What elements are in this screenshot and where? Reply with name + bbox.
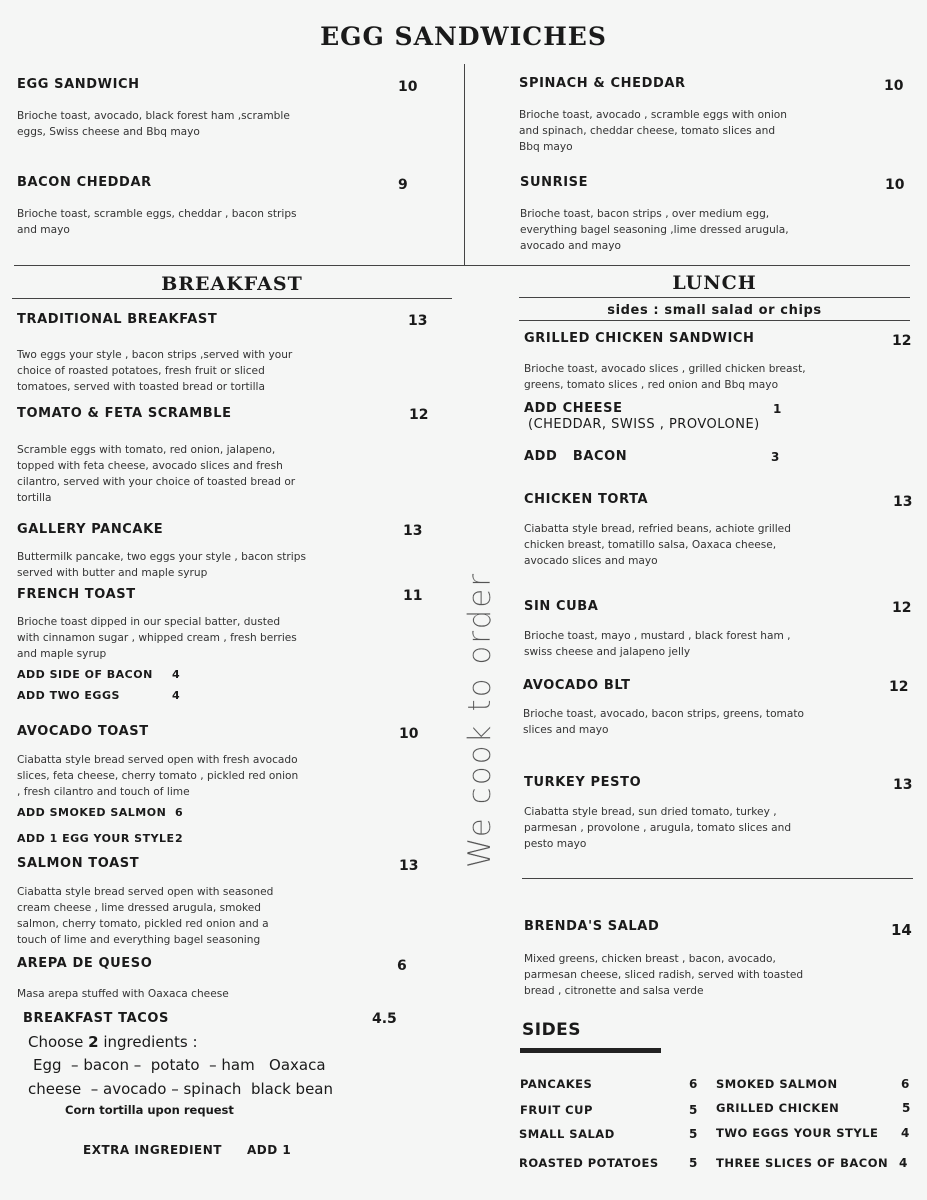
breakfast-title: BREAKFAST: [161, 273, 303, 295]
menu-item-description: Ciabatta style bread, refried beans, achiote grilled chicken breast, tomatillo salsa, Oaxaca cheese, avocado slices and mayo: [524, 523, 791, 567]
tacos-choose-prefix: Choose: [28, 1033, 89, 1051]
side-item-price: 6: [689, 1077, 698, 1091]
tacos-choose-line: [28, 1033, 198, 1051]
tacos-note: Corn tortilla upon request: [65, 1103, 234, 1117]
side-item-price: 4: [899, 1156, 908, 1170]
menu-item-name: BACON CHEDDAR: [17, 175, 152, 190]
menu-item-description: Brioche toast, avocado slices , grilled chicken breast, greens, tomato slices , red onion and Bbq mayo: [524, 363, 806, 391]
menu-item-price: 13: [399, 858, 419, 874]
add-cheese-price: 1: [773, 402, 782, 416]
side-item-name: ROASTED POTATOES: [519, 1156, 659, 1170]
menu-item-name: SALMON TOAST: [17, 856, 140, 871]
menu-item-description: Ciabatta style bread served open with seasoned cream cheese , lime dressed arugula, smoked salmon, cherry tomato, pickled red onion and a touch of lime and everything bagel seasoning: [17, 886, 274, 946]
divider-lunch-salad: [522, 878, 913, 879]
addon-smoked-salmon-price: 6: [175, 806, 184, 819]
lunch-title: LUNCH: [672, 272, 757, 294]
divider-egg-bottom: [14, 265, 910, 266]
side-item-name: THREE SLICES OF BACON: [716, 1156, 889, 1170]
menu-item-name: AVOCADO TOAST: [17, 724, 149, 739]
menu-item-name: TURKEY PESTO: [524, 775, 642, 790]
menu-item-description: Ciabatta style bread served open with fresh avocado slices, feta cheese, cherry tomato , pickled red onion , fresh cilantro and touch of lime: [17, 754, 299, 798]
add-bacon-name: ADD BACON: [524, 449, 628, 464]
divider-breakfast: [12, 298, 452, 299]
menu-item-description: Brioche toast, avocado , scramble eggs with onion and spinach, cheddar cheese, tomato slices and Bbq mayo: [519, 109, 787, 153]
menu-item-price: 12: [889, 679, 909, 695]
addon-side-bacon-price: 4: [172, 668, 181, 681]
side-item-price: 4: [901, 1126, 910, 1140]
we-cook-to-order-text: [440, 570, 520, 870]
menu-item-name: AREPA DE QUESO: [17, 956, 153, 971]
menu-item-price: 9: [398, 177, 408, 193]
side-item-name: SMOKED SALMON: [716, 1077, 838, 1091]
menu-item-description: Two eggs your style , bacon strips ,served with your choice of roasted potatoes, fresh fruit or sliced tomatoes, served with toasted bread or tortilla: [17, 349, 293, 393]
menu-item-price: 10: [399, 726, 419, 742]
side-item-name: SMALL SALAD: [519, 1127, 615, 1141]
menu-item-price: 13: [403, 523, 423, 539]
tacos-choose-suffix: ingredients :: [98, 1033, 198, 1051]
breakfast-tacos-name: BREAKFAST TACOS: [23, 1011, 170, 1026]
sides-title: SIDES: [522, 1020, 582, 1040]
divider-lunch-top: [519, 297, 910, 298]
menu-item-name: AVOCADO BLT: [523, 678, 631, 693]
menu-item-price: 12: [892, 333, 912, 349]
side-item-price: 6: [901, 1077, 910, 1091]
side-item-price: 5: [689, 1127, 698, 1141]
breakfast-tacos-price: 4.5: [372, 1011, 397, 1027]
tacos-extra-price: ADD 1: [247, 1143, 292, 1157]
menu-item-name: GRILLED CHICKEN SANDWICH: [524, 331, 755, 346]
menu-item-description: Buttermilk pancake, two eggs your style , bacon strips served with butter and maple syrup: [17, 551, 306, 579]
lunch-subtitle: sides : small salad or chips: [607, 303, 822, 318]
side-item-name: GRILLED CHICKEN: [716, 1101, 840, 1115]
menu-item-price: 10: [398, 79, 418, 95]
menu-item-price: 10: [885, 177, 905, 193]
menu-item-description: Masa arepa stuffed with Oaxaca cheese: [17, 988, 229, 1000]
tacos-ingredients-line2: cheese – avocado – spinach black bean: [28, 1080, 334, 1098]
menu-item-price: 10: [884, 78, 904, 94]
menu-item-price: 13: [408, 313, 428, 329]
menu-item-description: Brioche toast, scramble eggs, cheddar , bacon strips and mayo: [17, 208, 297, 236]
tacos-extra-label: EXTRA INGREDIENT: [83, 1143, 222, 1157]
menu-item-name: EGG SANDWICH: [17, 77, 140, 92]
add-cheese-name: ADD CHEESE: [524, 401, 623, 416]
menu-item-price: 12: [892, 600, 912, 616]
menu-item-description: Brioche toast dipped in our special batter, dusted with cinnamon sugar , whipped cream , fresh berries and maple syrup: [17, 616, 297, 660]
menu-item-name: GALLERY PANCAKE: [17, 522, 164, 537]
menu-item-description: Mixed greens, chicken breast , bacon, avocado, parmesan cheese, sliced radish, served with toasted bread , citronette and salsa verde: [524, 953, 804, 997]
menu-item-price: 13: [893, 494, 913, 510]
menu-item-name: SUNRISE: [520, 175, 589, 190]
menu-item-name: FRENCH TOAST: [17, 587, 136, 602]
addon-one-egg: ADD 1 EGG YOUR STYLE: [17, 832, 175, 845]
tacos-ingredients-line1: Egg – bacon – potato – ham Oaxaca: [33, 1056, 326, 1074]
divider-lunch-sub: [519, 320, 910, 321]
side-item-price: 5: [689, 1156, 698, 1170]
menu-item-price: 11: [403, 588, 423, 604]
side-item-name: FRUIT CUP: [520, 1103, 593, 1117]
add-bacon-price: 3: [771, 450, 780, 464]
tacos-choose-count: 2: [88, 1033, 99, 1051]
side-item-name: TWO EGGS YOUR STYLE: [716, 1126, 879, 1140]
menu-item-description: Brioche toast, avocado, black forest ham ,scramble eggs, Swiss cheese and Bbq mayo: [17, 110, 290, 138]
menu-item-description: Brioche toast, avocado, bacon strips, greens, tomato slices and mayo: [523, 708, 804, 736]
menu-item-description: Scramble eggs with tomato, red onion, jalapeno, topped with feta cheese, avocado slices and fresh cilantro, served with your choice of toasted bread or tortilla: [17, 444, 296, 504]
menu-item-name: SPINACH & CHEDDAR: [519, 76, 686, 91]
egg-sandwiches-title: EGG SANDWICHES: [320, 22, 607, 51]
menu-item-price: 14: [891, 921, 912, 939]
side-item-name: PANCAKES: [520, 1077, 593, 1091]
menu-item-price: 6: [397, 958, 407, 974]
addon-two-eggs-price: 4: [172, 689, 181, 702]
menu-item-name: TRADITIONAL BREAKFAST: [17, 312, 218, 327]
menu-item-name: BRENDA'S SALAD: [524, 919, 660, 934]
add-cheese-options: (CHEDDAR, SWISS , PROVOLONE): [528, 417, 760, 432]
menu-item-name: TOMATO & FETA SCRAMBLE: [17, 406, 232, 421]
divider-egg-vertical: [464, 64, 465, 266]
addon-two-eggs: ADD TWO EGGS: [17, 689, 120, 702]
sides-underline: [520, 1048, 661, 1053]
menu-item-name: CHICKEN TORTA: [524, 492, 649, 507]
addon-side-bacon: ADD SIDE OF BACON: [17, 668, 153, 681]
menu-item-description: Brioche toast, bacon strips , over medium egg, everything bagel seasoning ,lime dressed arugula, avocado and mayo: [520, 208, 789, 252]
side-item-price: 5: [689, 1103, 698, 1117]
menu-item-description: Brioche toast, mayo , mustard , black forest ham , swiss cheese and jalapeno jelly: [524, 630, 791, 658]
menu-item-price: 12: [409, 407, 429, 423]
menu-item-description: Ciabatta style bread, sun dried tomato, turkey , parmesan , provolone , arugula, tomato slices and pesto mayo: [524, 806, 792, 850]
menu-item-name: SIN CUBA: [524, 599, 599, 614]
menu-item-price: 13: [893, 777, 913, 793]
addon-one-egg-price: 2: [175, 832, 184, 845]
side-item-price: 5: [902, 1101, 911, 1115]
addon-smoked-salmon: ADD SMOKED SALMON: [17, 806, 167, 819]
vertical-text: We cook to order: [462, 571, 498, 869]
